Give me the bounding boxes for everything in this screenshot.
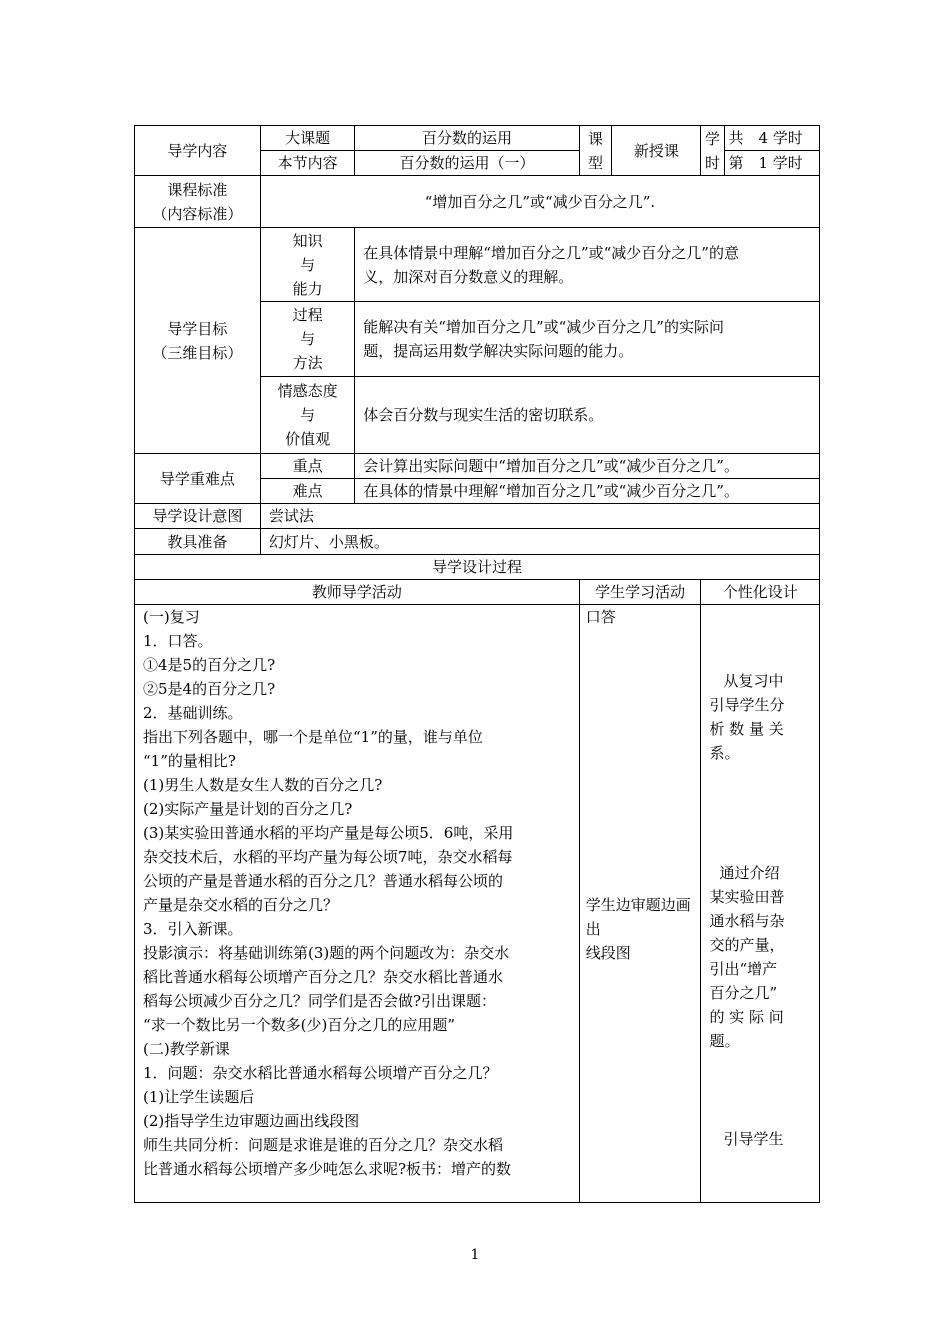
teacher-line: (2)指导学生边审题边画出线段图 <box>143 1112 360 1130</box>
hard-point-text: 在具体的情景中理解“增加百分之几”或“减少百分之几”。 <box>355 479 820 504</box>
current-hour: 第 1 学时 <box>724 151 820 176</box>
page-number: 1 <box>470 1247 480 1263</box>
total-hours: 共 4 学时 <box>724 126 820 151</box>
section-value: 百分数的运用（一） <box>355 151 579 176</box>
personal-note-line: 交的产量， <box>709 936 785 954</box>
teacher-line: 指出下列各题中，哪一个是单位“1”的量，谁与单位 <box>143 728 483 746</box>
lesson-type-label: 课 型 <box>579 126 612 176</box>
teacher-line: 师生共同分析：问题是求谁是谁的百分之几？杂交水稻 <box>143 1136 504 1154</box>
teacher-activity-lines <box>143 605 575 1181</box>
teacher-line: ①4是5的百分之几? <box>143 656 276 674</box>
personal-note-2 <box>709 861 811 1053</box>
major-topic-label: 大课题 <box>260 126 354 151</box>
lesson-plan-table <box>134 125 820 1203</box>
major-topic-value: 百分数的运用 <box>355 126 579 151</box>
goals-label: 导学目标 （三维目标） <box>135 228 261 454</box>
personal-design-cell <box>701 605 820 1203</box>
teacher-line: (二)教学新课 <box>143 1040 230 1058</box>
process-title: 导学设计过程 <box>135 555 820 580</box>
key-point-text: 会计算出实际问题中“增加百分之几”或“减少百分之几”。 <box>355 454 820 479</box>
teacher-line: 稻每公顷减少百分之几？同学们是否会做?引出课题： <box>143 992 497 1010</box>
teacher-line: 1．问题：杂交水稻比普通水稻每公顷增产百分之几？ <box>143 1064 498 1082</box>
process-label: 过程 与 方法 <box>260 302 354 377</box>
teacher-line: (3)某实验田普通水稻的平均产量是每公顷5．6吨，采用 <box>143 824 514 842</box>
emotion-text: 体会百分数与现实生活的密切联系。 <box>355 377 820 454</box>
standard-label: 课程标准 （内容标准） <box>135 176 261 228</box>
personal-note-line: 的 实 际 问 <box>709 1008 784 1026</box>
teacher-line: 投影演示：将基础训练第(3)题的两个问题改为：杂交水 <box>143 944 510 962</box>
teacher-line: 2．基础训练。 <box>143 704 243 722</box>
section-label: 本节内容 <box>260 151 354 176</box>
guide-content-label: 导学内容 <box>135 126 261 176</box>
standard-value: “增加百分之几”或“减少百分之几”. <box>260 176 819 228</box>
teacher-line: 3．引入新课。 <box>143 920 243 938</box>
teacher-line: (1)让学生读题后 <box>143 1088 255 1106</box>
difficulty-label: 导学重难点 <box>135 454 261 504</box>
personal-column-header: 个性化设计 <box>701 580 820 605</box>
teacher-line: (1)男生人数是女生人数的百分之几? <box>143 776 383 794</box>
teacher-line: 杂交技术后，水稻的平均产量为每公顷7吨，杂交水稻每 <box>143 848 513 866</box>
teacher-line: 公顷的产量是普通水稻的百分之几？普通水稻每公顷的 <box>143 872 504 890</box>
teacher-activity-cell <box>135 605 580 1203</box>
teacher-line: 比普通水稻每公顷增产多少吨怎么求呢?板书：增产的数 <box>143 1160 512 1178</box>
personal-note-line: 析 数 量 关 <box>709 720 784 738</box>
teacher-line: ②5是4的百分之几? <box>143 680 276 698</box>
personal-note-line: 系。 <box>709 744 740 762</box>
student-answer: 口答 <box>585 608 616 626</box>
intent-value: 尝试法 <box>260 504 819 529</box>
teacher-line: 1．口答。 <box>143 632 213 650</box>
student-draw-2: 线段图 <box>585 944 631 962</box>
teacher-line: 产量是杂交水稻的百分之几？ <box>143 896 339 914</box>
personal-note-line: 引出“增产 <box>709 960 778 978</box>
process-text: 能解决有关“增加百分之几”或“减少百分之几”的实际问 题，提高运用数学解决实际问题的能力。 <box>355 302 820 377</box>
teacher-line: 稻比普通水稻每公顷增产百分之几？杂交水稻比普通水 <box>143 968 504 986</box>
student-draw-1: 学生边审题边画出 <box>585 896 691 938</box>
intent-label: 导学设计意图 <box>135 504 261 529</box>
tools-label: 教具准备 <box>135 529 261 555</box>
student-activity-cell <box>579 605 701 1203</box>
knowledge-text: 在具体情景中理解“增加百分之几”或“减少百分之几”的意 义，加深对百分数意义的理解。 <box>355 228 820 302</box>
personal-note-line: 引导学生分 <box>709 696 785 714</box>
personal-note-1 <box>709 669 811 765</box>
lesson-type-value: 新授课 <box>612 126 701 176</box>
hard-point-label: 难点 <box>260 479 354 504</box>
personal-note-line: 题。 <box>709 1032 740 1050</box>
personal-note-line: 从复习中 <box>723 672 784 690</box>
personal-note-line: 通过介绍 <box>719 864 780 882</box>
knowledge-label: 知识 与 能力 <box>260 228 354 302</box>
student-column-header: 学生学习活动 <box>579 580 701 605</box>
teacher-line: (一)复习 <box>143 608 200 626</box>
key-point-label: 重点 <box>260 454 354 479</box>
personal-note-3: 引导学生 <box>723 1130 784 1148</box>
personal-note-line: 百分之几” <box>709 984 778 1002</box>
emotion-label: 情感态度 与 价值观 <box>260 377 354 454</box>
personal-note-line: 通水稻与杂 <box>709 912 785 930</box>
hours-label: 学 时 <box>701 126 724 176</box>
personal-note-line: 某实验田普 <box>709 888 785 906</box>
teacher-column-header: 教师导学活动 <box>135 580 580 605</box>
teacher-line: “求一个数比另一个数多(少)百分之几的应用题” <box>143 1016 456 1034</box>
teacher-line: “1”的量相比? <box>143 752 236 770</box>
teacher-line: (2)实际产量是计划的百分之几? <box>143 800 353 818</box>
tools-value: 幻灯片、小黑板。 <box>260 529 819 555</box>
